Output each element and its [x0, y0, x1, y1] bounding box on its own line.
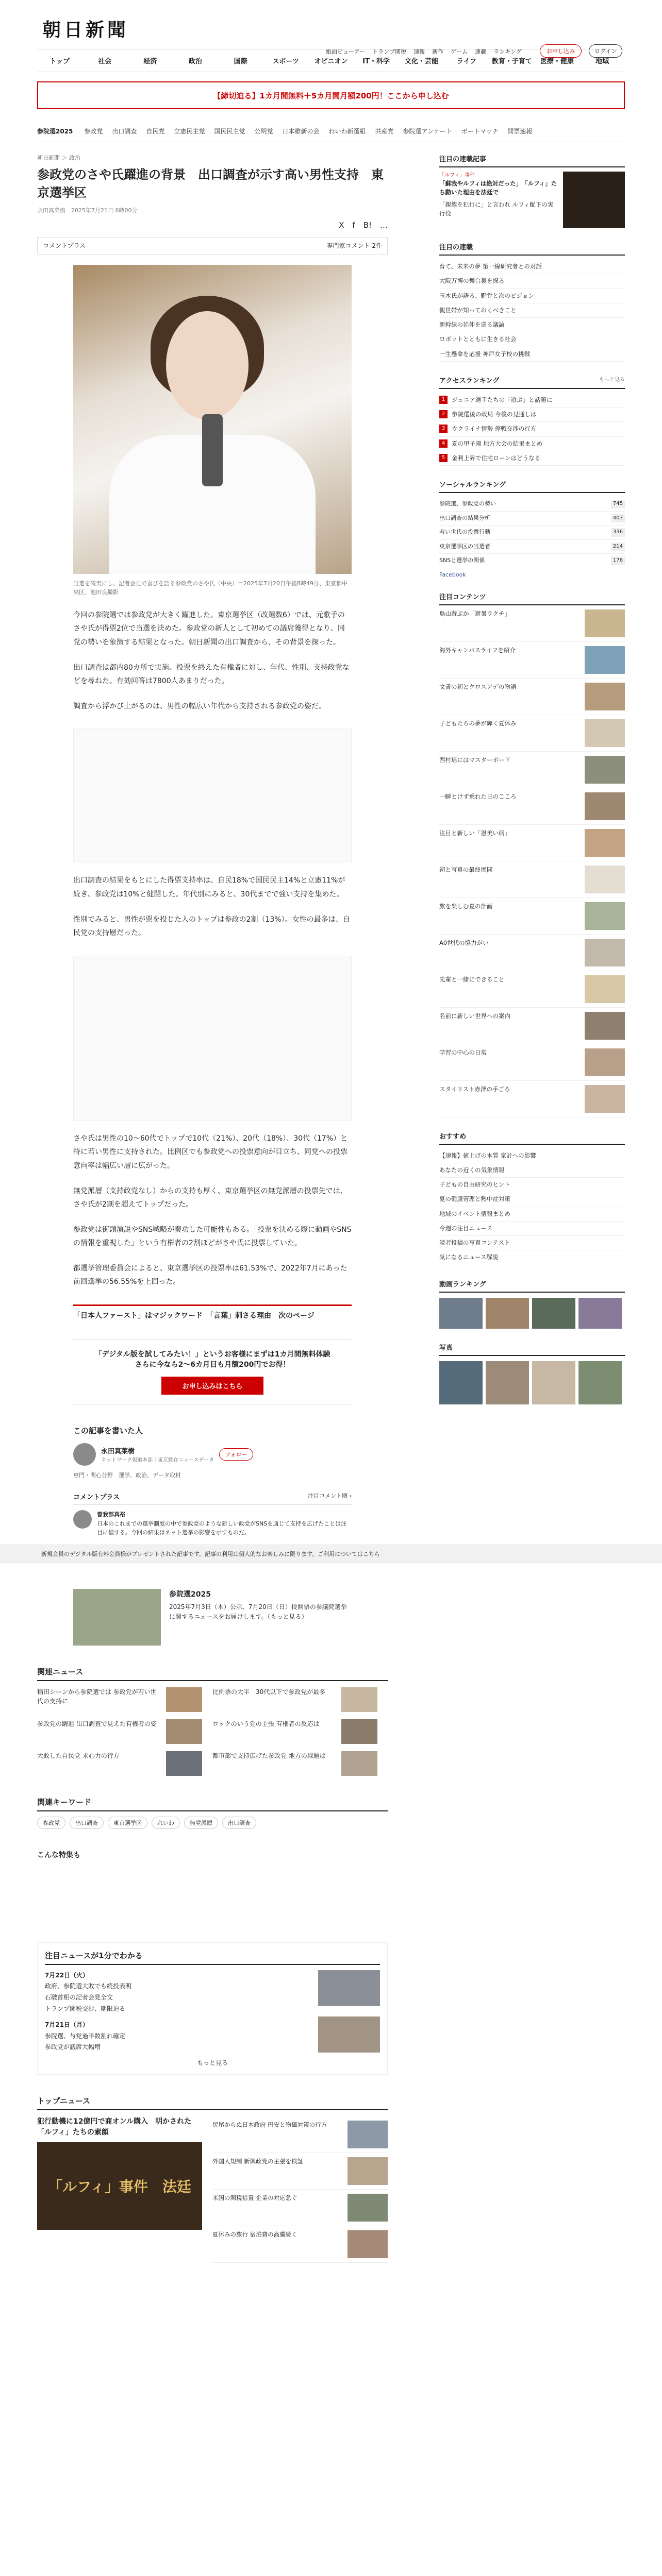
- timeline-item[interactable]: 参院選、与党過半数割れ確定: [45, 2032, 126, 2040]
- subscribe-banner[interactable]: 【締切迫る】1カ月間無料＋5カ月間月額200円！ここから申し込む: [37, 81, 625, 109]
- nav-item[interactable]: オピニオン: [314, 58, 348, 65]
- promo-image: [73, 1589, 161, 1646]
- signup-button[interactable]: お申し込み: [540, 44, 582, 58]
- topnews-lead[interactable]: 犯行動機に12億円で商オンル購入 明かされた「ルフィ」たちの素顔: [37, 2117, 192, 2137]
- author-box: [73, 1425, 352, 1479]
- author-head: この記事を書いた人: [73, 1426, 143, 1436]
- timeline-item[interactable]: 参政党が議席大幅増: [45, 2043, 101, 2051]
- latest-item[interactable]: 一生懸命を応援 神戸女子校の挑戦: [439, 347, 625, 362]
- related-item[interactable]: 参政党の躍進 出口調査で見えた有権者の姿: [37, 1719, 202, 1744]
- nav-item[interactable]: 教育・子育て: [491, 58, 532, 65]
- timeline-thumb: [318, 2016, 380, 2053]
- latest-item[interactable]: 育て、未来の夢 第一線研究者との対話: [439, 260, 625, 274]
- content-item[interactable]: 初と写真の最終展開: [439, 861, 625, 898]
- tag-row-lead[interactable]: 参院選2025: [37, 128, 73, 135]
- movie-thumb[interactable]: [439, 1298, 483, 1329]
- recommend-item[interactable]: 夏の健康管理と熱中症対策: [439, 1192, 625, 1207]
- content-item[interactable]: 注目と新しい「恩美い病」: [439, 825, 625, 861]
- nav-item[interactable]: トップ: [49, 58, 70, 65]
- login-button[interactable]: ログイン: [589, 44, 622, 58]
- nav-item[interactable]: 社会: [98, 58, 112, 65]
- article-paragraph: 都選挙管理委員会によると、東京選挙区の投票率は61.53%で、2022年7月にあった前回選挙の56.55%を上回った。: [73, 1264, 347, 1286]
- article-paragraph: 今回の参院選では参政党が大きく躍進した。東京選挙区（改選数6）では、元歌手のさや氏が得票2位で当選を決めた。参政党の新人として初めての議席獲得となり、同党の勢いを象徴する結果となった。朝日新聞の出口調査から、その背景を探った。: [73, 611, 345, 647]
- ranking-item[interactable]: 1 ジュニア選手たちの「遊ぶ」と話題に: [439, 393, 625, 408]
- gift-notice: 新規会員のデジタル版有料会員様がプレゼントされた記事です。記事の利用は個人的なお楽しみに限ります。ご利用についてはこちら: [0, 1545, 662, 1563]
- inline-ad[interactable]: [73, 956, 352, 1121]
- recommend-item[interactable]: 今週の注目ニュース: [439, 1222, 625, 1236]
- recommend-item[interactable]: 子どもの自由研究のヒント: [439, 1178, 625, 1192]
- ranking-item[interactable]: 2 参院選後の政局 今後の見通しは: [439, 408, 625, 422]
- related-keywords: [37, 1797, 388, 1829]
- article-meta: 永田真菜樹 2025年7月21日 6時00分: [37, 207, 138, 214]
- topnews-lead-image[interactable]: 「ルフィ」事件 法廷: [37, 2142, 202, 2230]
- photo-gallery: [439, 1361, 625, 1404]
- promo-block[interactable]: [73, 1589, 352, 1646]
- more-share-icon[interactable]: …: [380, 220, 388, 230]
- comment-count: 専門家コメント 2件: [326, 242, 382, 250]
- follow-button[interactable]: フォロー: [219, 1448, 253, 1461]
- util-link[interactable]: 新作: [432, 48, 444, 55]
- recommend-item[interactable]: 【速報】値上げの本質 家計への影響: [439, 1149, 625, 1163]
- util-link[interactable]: 速報: [413, 48, 425, 55]
- pickup-head: 注目の連載記事: [439, 156, 487, 163]
- promo-button[interactable]: お申し込みはこちら: [161, 1377, 263, 1395]
- keyword-chip[interactable]: 東京選挙区: [108, 1817, 147, 1829]
- topnews-head: トップニュース: [37, 2095, 388, 2110]
- recommend-item[interactable]: あなたの近くの気象情報: [439, 1163, 625, 1178]
- latest-item[interactable]: 大阪万博の舞台裏を探る: [439, 274, 625, 289]
- topic-tag[interactable]: 立憲民主党: [174, 128, 205, 135]
- related-news: [37, 1666, 388, 1776]
- content-item[interactable]: 旅を楽しむ夏の計画: [439, 898, 625, 935]
- nav-item[interactable]: 文化・芸能: [404, 58, 438, 65]
- author-topics: 専門・関心分野 選挙、政治、データ取材: [73, 1472, 181, 1479]
- util-link[interactable]: トランプ関税: [372, 48, 407, 55]
- keyword-chip[interactable]: 出口調査: [70, 1817, 104, 1829]
- ranking-more-link[interactable]: もっと見る: [599, 377, 625, 383]
- latest-item[interactable]: 新幹線の延伸を巡る議論: [439, 318, 625, 332]
- topic-tag[interactable]: 自民党: [146, 128, 165, 135]
- latest-item[interactable]: 玉木氏が語る、野党と次のビジョン: [439, 289, 625, 303]
- article-column: [37, 154, 388, 2263]
- timeline-date: 7月22日（火）: [45, 1971, 89, 1979]
- social-head: ソーシャルランキング: [439, 481, 506, 489]
- nav-item[interactable]: 政治: [188, 58, 202, 65]
- promo-title: 参院選2025: [169, 1590, 211, 1599]
- nav-item[interactable]: スポーツ: [272, 58, 300, 65]
- social-item[interactable]: 出口調査の結果分析 403: [439, 512, 625, 526]
- content-item[interactable]: 子どもたちの夢が輝く夏休み: [439, 715, 625, 752]
- promo-line1: 「デジタル版を試してみたい！」というお客様にまずは1カ月間無料体験: [94, 1350, 330, 1359]
- nav-item[interactable]: IT・科学: [362, 58, 390, 65]
- article-photo[interactable]: [73, 265, 352, 574]
- ranking-item[interactable]: 3 ウクライナ情勢 停戦交渉の行方: [439, 422, 625, 436]
- latest-head: 注目の連載: [439, 244, 473, 251]
- content-item[interactable]: A0世代の協力がい: [439, 935, 625, 971]
- movie-thumb[interactable]: [578, 1298, 622, 1329]
- nav-item[interactable]: ライフ: [456, 58, 477, 65]
- article-paragraph: 性別でみると、男性が票を投じた人のトップは参政の2割（13%）。女性の最多は、自民党の支持層だった。: [73, 915, 350, 938]
- topic-tag[interactable]: 共産党: [375, 128, 394, 135]
- keyword-chip[interactable]: れいわ: [152, 1817, 180, 1829]
- promo-line2: さらに今なら2〜6カ月目も月額200円でお得！: [135, 1361, 290, 1369]
- topnews-item[interactable]: 夏休みの旅行 宿泊費の高騰続く: [212, 2226, 388, 2263]
- keyword-chip[interactable]: 参政党: [37, 1817, 65, 1829]
- content-item[interactable]: 名前に新しい世界への案内: [439, 1008, 625, 1044]
- movie-thumb[interactable]: [532, 1298, 575, 1329]
- keyword-chip[interactable]: 出口調査: [222, 1817, 256, 1829]
- timeline-box: [37, 1942, 388, 2075]
- topic-tag[interactable]: 開票速報: [507, 128, 533, 135]
- timeline-item[interactable]: トランプ関税交渉、期限迫る: [45, 2005, 126, 2012]
- cp-sort-link[interactable]: 注目コメント順 ›: [308, 1493, 352, 1500]
- site-logo[interactable]: 朝日新聞: [42, 19, 129, 41]
- recommend-item[interactable]: 読者投稿の写真コンテスト: [439, 1236, 625, 1250]
- related-item[interactable]: 大敗した自民党 求心力の行方: [37, 1751, 202, 1776]
- avatar[interactable]: [73, 1443, 96, 1466]
- promo-desc: 2025年7月3日（木）公示、7月20日（日）投開票の参議院選挙に関するニュースをお届けします。（もっと見る）: [169, 1603, 347, 1621]
- topic-tag[interactable]: 国民民主党: [214, 128, 245, 135]
- content-item[interactable]: 島山遊ぶか「避暑ラクチ」: [439, 605, 625, 642]
- timeline-item[interactable]: 石破首相の記者会見全文: [45, 1994, 113, 2002]
- trial-promo: [73, 1339, 352, 1404]
- util-links: [326, 47, 522, 56]
- keywords-head: 関連キーワード: [37, 1797, 388, 1811]
- timeline-thumb: [318, 1970, 380, 2006]
- nav-item[interactable]: 国際: [234, 58, 247, 65]
- latest-item[interactable]: 親世帯が知っておくべきこと: [439, 303, 625, 318]
- social-item[interactable]: 若い世代の投票行動 336: [439, 526, 625, 540]
- timeline-head: 注目ニュースが1分でわかる: [45, 1950, 380, 1965]
- movie-head: 動画ランキング: [439, 1280, 486, 1289]
- social-item[interactable]: 参院選、参政党の勢い 745: [439, 497, 625, 512]
- avatar: [73, 1510, 92, 1529]
- article-paragraph: 無党派層（支持政党なし）からの支持も厚く、東京選挙区の無党派層の投票先では、さや氏が2割を超えてトップだった。: [73, 1187, 347, 1209]
- nav-item[interactable]: 医療・健康: [540, 58, 574, 65]
- facebook-share-icon[interactable]: f: [352, 220, 355, 230]
- photo-caption: 当選を確実にし、記者会見で喜びを語る参政党のさや氏（中央）＝2025年7月20日午後8時49分、東京都中央区、池田良撮影: [73, 580, 347, 596]
- nav-item[interactable]: 経済: [143, 58, 157, 65]
- photo-thumb[interactable]: [439, 1361, 483, 1404]
- topic-tag[interactable]: 公明党: [254, 128, 273, 135]
- related-item[interactable]: 比例票の大半 30代以下で参政党が最多: [212, 1687, 377, 1712]
- topnews-item[interactable]: 尻尾からぬ日本政府 円安と物価対策の行方: [212, 2116, 388, 2153]
- topic-tag[interactable]: 参政党: [84, 128, 103, 135]
- cp-head: コメントプラス: [73, 1494, 120, 1502]
- hatena-share-icon[interactable]: B!: [363, 220, 372, 230]
- article-paragraph: 参政党は街頭演説やSNS戦略が奏功した可能性もある。「投票を決める際に動画やSNSの情報を重視した」という有権者の2割ほどがさや氏に投票していた。: [73, 1225, 352, 1248]
- special-head: こんな特集も: [37, 1851, 80, 1859]
- x-share-icon[interactable]: X: [339, 220, 344, 230]
- cp-name[interactable]: 曽我部真裕: [97, 1511, 125, 1518]
- author-name[interactable]: 永田真菜樹: [101, 1448, 135, 1456]
- content-item[interactable]: 学習の中心の日常: [439, 1044, 625, 1081]
- comment-plus-section: [73, 1492, 352, 1537]
- article-paragraph: 出口調査の結果をもとにした得票支持率は、自民18%で国民民主14%と立憲11%が続き、参政党は10%と健闘した。年代別にみると、30代までで強い支持を集めた。: [73, 876, 345, 899]
- cp-text: 日本のこれまでの選挙制度の中で参政党のような新しい政党がSNSを通じて支持を広げたことは注目に値する。今回の結果はネット選挙の影響を示すものだ。: [97, 1520, 347, 1536]
- related-head: 関連ニュース: [37, 1666, 388, 1681]
- sidebar: [439, 154, 625, 2263]
- util-link[interactable]: 紙面ビューアー: [326, 48, 366, 55]
- topic-tag[interactable]: れいわ新選組: [328, 128, 366, 135]
- ranking-item[interactable]: 5 金利上昇で住宅ローンはどうなる: [439, 451, 625, 466]
- photo-thumb[interactable]: [486, 1361, 529, 1404]
- topic-tag[interactable]: 日本維新の会: [282, 128, 320, 135]
- topic-tag[interactable]: 参院選アンケート: [403, 128, 452, 135]
- photo-thumb[interactable]: [532, 1361, 575, 1404]
- share-icons: [37, 221, 388, 230]
- keyword-chip[interactable]: 無党派層: [184, 1817, 218, 1829]
- related-item[interactable]: 稲田シーンから参院選では 参政党が若い世代の支持に: [37, 1687, 202, 1712]
- next-page-link[interactable]: 「日本人ファースト」はマジックワード 「言葉」刺さる理由 次のページ: [73, 1304, 352, 1320]
- social-item[interactable]: 東京選挙区の当選者 214: [439, 540, 625, 554]
- content-item[interactable]: 西村瑶にはマスターボード: [439, 752, 625, 788]
- ranking-head: アクセスランキング: [439, 377, 500, 385]
- article-paragraph: 調査から浮かび上がるのは、男性の幅広い年代から支持される参政党の姿だ。: [73, 702, 326, 710]
- nav-item[interactable]: 地域: [595, 58, 609, 65]
- photo-thumb[interactable]: [578, 1361, 622, 1404]
- comment-plus-label: コメントプラス: [43, 242, 86, 250]
- recommend-item[interactable]: 地域のイベント情報まとめ: [439, 1207, 625, 1222]
- content-item[interactable]: スタイリスト赤澤の手ごろ: [439, 1081, 625, 1117]
- timeline-more-link[interactable]: もっと見る: [196, 2059, 228, 2066]
- content-item[interactable]: 海外キャンパスライフを紹介: [439, 642, 625, 679]
- top-news: [37, 2095, 388, 2263]
- header: [37, 0, 625, 55]
- topic-tag[interactable]: 出口調査: [112, 128, 137, 135]
- ranking-item[interactable]: 4 夏の甲子園 地方大会の結果まとめ: [439, 437, 625, 451]
- topnews-item[interactable]: 外国人規制 新興政党の主張を検証: [212, 2153, 388, 2190]
- related-item[interactable]: 都市部で支持広げた参政党 地方の課題は: [212, 1751, 377, 1776]
- timeline-date: 7月21日（月）: [45, 2021, 89, 2029]
- author-role: ネットワーク報道本部｜東京駐在ニュースデータ: [101, 1458, 214, 1464]
- photo-head: 写真: [439, 1344, 453, 1352]
- breadcrumb[interactable]: 朝日新聞 ＞ 政治: [37, 155, 80, 161]
- social-item[interactable]: SNSと選挙の関係 176: [439, 554, 625, 568]
- content-item[interactable]: 文書の初とクロスアデの物語: [439, 679, 625, 715]
- contents-head: 注目コンテンツ: [439, 593, 486, 601]
- recommend-item[interactable]: 気になるニュース解説: [439, 1250, 625, 1265]
- recommend-head: おすすめ: [439, 1132, 467, 1141]
- content-item[interactable]: 一瞬とけず乗れた日のこころ: [439, 788, 625, 825]
- facebook-link[interactable]: Facebook: [439, 571, 466, 578]
- movie-ranking: [439, 1298, 625, 1329]
- article-title: 参政党のさや氏躍進の背景 出口調査が示す高い男性支持 東京選挙区: [37, 167, 384, 200]
- timeline-item[interactable]: 政府、参院選大敗でも続投表明: [45, 1982, 132, 1990]
- topnews-item[interactable]: 米国の関税措置 企業の対応急ぐ: [212, 2190, 388, 2226]
- util-link[interactable]: 連載: [475, 48, 487, 55]
- topic-tag-row: [37, 121, 625, 142]
- content-item[interactable]: 先輩と一緒にできること: [439, 971, 625, 1008]
- util-link[interactable]: ゲーム: [451, 48, 468, 55]
- util-link[interactable]: ランキング: [493, 48, 522, 55]
- latest-item[interactable]: ロボットとともに生きる社会: [439, 332, 625, 347]
- related-item[interactable]: ロックのいう党の主張 有権者の反応は: [212, 1719, 377, 1744]
- comment-plus-row[interactable]: [37, 237, 388, 255]
- special-section: [37, 1850, 388, 1922]
- article-paragraph: 出口調査は都内80カ所で実施。投票を終えた有権者に対し、年代、性別、支持政党などを尋ねた。有効回答は7800人あまりだった。: [73, 663, 350, 686]
- article-paragraph: さや氏は男性の10〜60代でトップで10代（21%）、20代（18%）、30代（17%）と特に若い男性に支持された。比例区でも参政党への投票意向が目立ち、同党への投票意向率は幅広い層に広がった。: [73, 1134, 348, 1170]
- pickup-card[interactable]: 「ルフィ」事件 「蘇我やルフィは絶対だった」 「ルフィ」たち動いた理由を法廷で 「親族を犯行に」と言われ ルフィ配下の実行役: [439, 172, 625, 228]
- inline-ad[interactable]: [73, 728, 352, 862]
- movie-thumb[interactable]: [486, 1298, 529, 1329]
- topic-tag[interactable]: ボートマッチ: [461, 128, 499, 135]
